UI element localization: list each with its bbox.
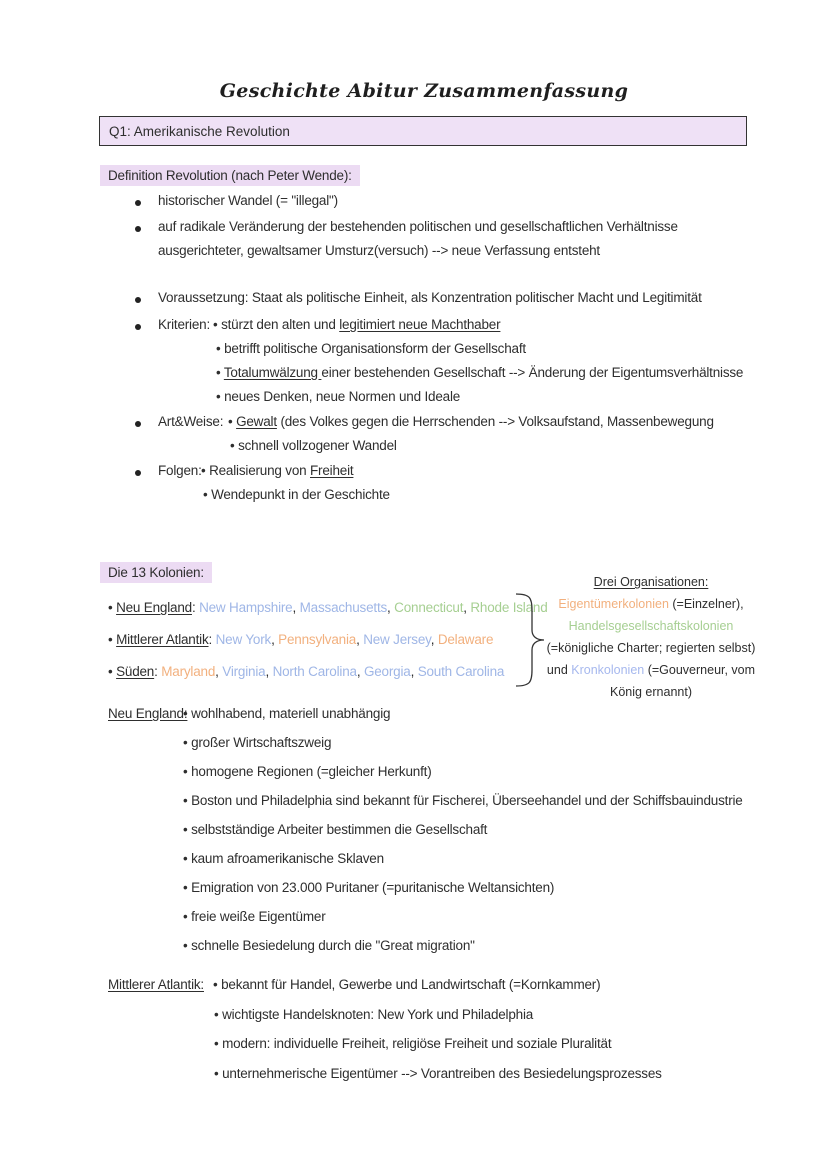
section-header-label: Q1: Amerikanische Revolution [109, 124, 290, 139]
region-label: Süden [116, 664, 155, 679]
bullet [135, 200, 141, 206]
ma-item: • unternehmerische Eigentümer --> Vorantreiben des Besiedelungsprozesses [214, 1066, 662, 1081]
ma-item: • modern: individuelle Freiheit, religiöse Freiheit und soziale Pluralität [214, 1036, 612, 1051]
def-bullet-voraussetzung: Voraussetzung: Staat als politische Einheit, als Konzentration politischer Macht und Legitimität [158, 290, 702, 305]
organisation-3-detail: König ernannt) [609, 685, 692, 699]
folgen-label: Folgen: [158, 463, 202, 478]
kriterium-1: • stürzt den alten und legitimiert neue Machthaber [213, 317, 501, 332]
drei-organisationen-title: Drei Organisationen: [593, 575, 709, 589]
organisation-2: Handelsgesellschaftskolonien [568, 619, 734, 633]
bullet [135, 324, 141, 330]
ne-item: • kaum afroamerikanische Sklaven [183, 851, 384, 866]
kolonie-row-neu-england: • Neu England: New Hampshire, Massachusetts, Connecticut, Rhode Island [108, 600, 548, 615]
definition-heading: Definition Revolution (nach Peter Wende): [100, 165, 360, 186]
bullet [135, 297, 141, 303]
art-weise-2: • schnell vollzogener Wandel [230, 438, 397, 453]
kolonie-row-sueden: • Süden: Maryland, Virginia, North Carolina, Georgia, South Carolina [108, 664, 505, 679]
ne-item: • schnelle Besiedelung durch die "Great migration" [183, 938, 475, 953]
region-label: Neu England [116, 600, 192, 615]
kriterium-3: • Totalumwälzung einer bestehenden Gesellschaft --> Änderung der Eigentumsverhältnisse [216, 365, 744, 380]
kriterium-4: • neues Denken, neue Normen und Ideale [216, 389, 461, 404]
curly-brace-icon [510, 592, 550, 688]
kolonie-row-mittlerer-atlantik: • Mittlerer Atlantik: New York, Pennsylvania, New Jersey, Delaware [108, 632, 494, 647]
ma-item: • wichtigste Handelsknoten: New York und Philadelphia [214, 1007, 534, 1022]
kolonien-heading: Die 13 Kolonien: [100, 562, 212, 583]
mittlerer-atlantik-label: Mittlerer Atlantik: [108, 977, 204, 992]
def-bullet-2-line1: auf radikale Veränderung der bestehenden politischen und gesellschaftlichen Verhältnisse [158, 219, 678, 234]
ne-item: • wohlhabend, materiell unabhängig [183, 706, 391, 721]
art-weise-label: Art&Weise: [158, 414, 224, 429]
organisation-3: und Kronkolonien (=Gouverneur, vom [546, 663, 756, 677]
bullet [135, 421, 141, 427]
organisation-1: Eigentümerkolonien (=Einzelner), [558, 597, 744, 611]
kriterien-label: Kriterien: [158, 317, 211, 332]
ne-item: • freie weiße Eigentümer [183, 909, 326, 924]
page-title: Geschichte Abitur Zusammenfassung [219, 80, 629, 102]
organisation-2-detail: (=königliche Charter; regierten selbst) [546, 641, 756, 655]
ne-item: • Emigration von 23.000 Puritaner (=puritanische Weltansichten) [183, 880, 555, 895]
bullet [135, 226, 141, 232]
folgen-1: • Realisierung von Freiheit [201, 463, 354, 478]
ne-item: • Boston und Philadelphia sind bekannt für Fischerei, Überseehandel und der Schiffsbauindustrie [183, 793, 743, 808]
ne-item: • homogene Regionen (=gleicher Herkunft) [183, 764, 432, 779]
section-header-q1 [99, 116, 747, 146]
def-bullet-2-line2: ausgerichteter, gewaltsamer Umsturz(versuch) --> neue Verfassung entsteht [158, 243, 600, 258]
def-bullet-1: historischer Wandel (= "illegal") [158, 193, 338, 208]
folgen-2: • Wendepunkt in der Geschichte [203, 487, 390, 502]
kriterium-2: • betrifft politische Organisationsform der Gesellschaft [216, 341, 526, 356]
neu-england-label: Neu England: [108, 706, 188, 721]
region-label: Mittlerer Atlantik [116, 632, 209, 647]
ne-item: • großer Wirtschaftszweig [183, 735, 332, 750]
bullet [135, 470, 141, 476]
art-weise-1: • Gewalt (des Volkes gegen die Herrschenden --> Volksaufstand, Massenbewegung [228, 414, 714, 429]
ne-item: • selbstständige Arbeiter bestimmen die Gesellschaft [183, 822, 488, 837]
ma-item: • bekannt für Handel, Gewerbe und Landwirtschaft (=Kornkammer) [213, 977, 601, 992]
